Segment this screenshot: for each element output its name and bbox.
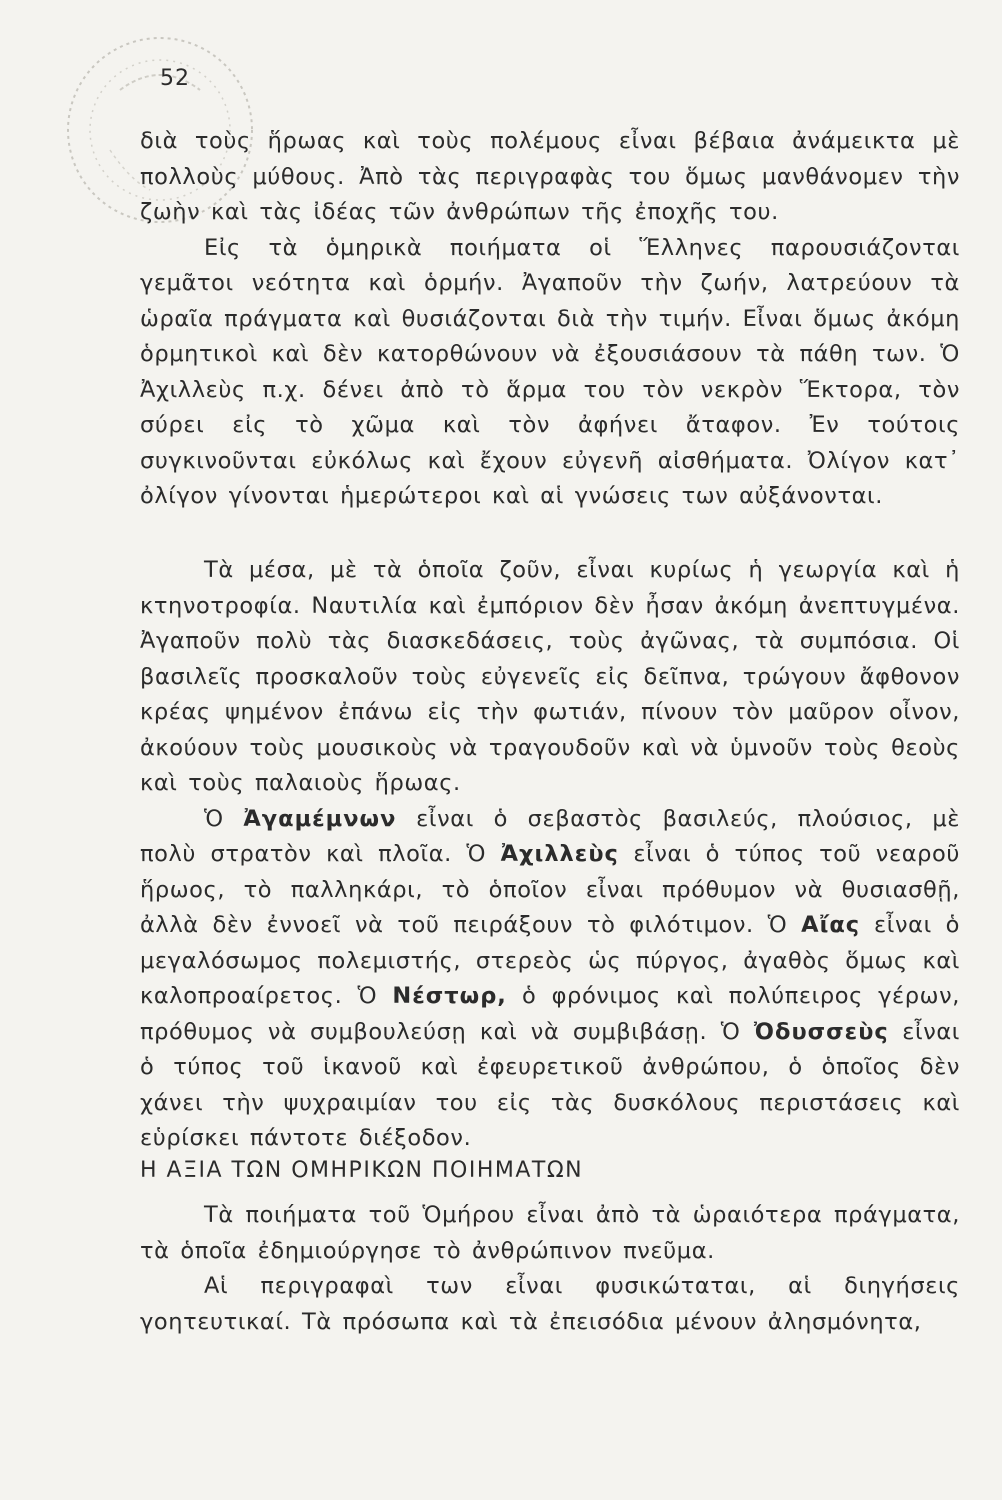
paragraph-value-of-poems: Τὰ ποιήματα τοῦ Ὁμήρου εἶναι ἀπὸ τὰ ὡραιότερα πράγματα, τὰ ὁποῖα ἐδημιούργησε τὸ ἀνθρώπινον πνεῦμα.: [140, 1202, 960, 1264]
paragraph-continued: διὰ τοὺς ἥρωας καὶ τοὺς πολέμους εἶναι βέβαια ἀνάμεικτα μὲ πολλοὺς μύθους. Ἀπὸ τὰς περιγραφὰς του ὅμως μανθάνομεν τὴν ζωὴν καὶ τὰς ἰδέας τῶν ἀνθρώπων τῆς ἐποχῆς του.: [140, 128, 960, 225]
text-span: εἶναι ὁ τύπος τοῦ νεαροῦ ἥρωος, τὸ παλληκάρι, τὸ ὁποῖον εἶναι πρόθυμον νὰ θυσιασθῇ, ἀλλὰ δὲν ἐννοεῖ νὰ τοῦ πειράξουν τὸ φιλότιμον. Ὁ: [140, 841, 961, 938]
page-number: 52: [160, 66, 190, 91]
section-heading: Η ΑΞΙΑ ΤΩΝ ΟΜΗΡΙΚΩΝ ΠΟΙΗΜΑΤΩΝ: [140, 1158, 584, 1183]
text-span: Ὁ: [204, 805, 244, 832]
text-block-bottom: [140, 1198, 960, 1340]
name-agamemnon: Ἀγαμέμνων: [243, 805, 397, 832]
text-span: ὁ φρόνιμος καὶ πολύπειρος γέρων, πρόθυμος νὰ συμβουλεύσῃ καὶ νὰ συμβιβάσῃ. Ὁ: [140, 983, 961, 1045]
text-span: εἶναι ὁ τύπος τοῦ ἱκανοῦ καὶ ἐφευρετικοῦ ἀνθρώπου, ὁ ὁποῖος δὲν χάνει τὴν ψυχραιμίαν του εἰς τὰς δυσκόλους περιστάσεις καὶ εὑρίσκει πάντοτε διέξοδον.: [140, 1018, 961, 1151]
paragraph-heroes: [140, 802, 960, 1157]
text-block-middle: [140, 553, 960, 1157]
name-odysseus: Ὀδυσσεὺς: [753, 1018, 889, 1045]
text-span: εἶναι ὁ μεγαλόσωμος πολεμιστής, στερεὸς ὡς πύργος, ἀγαθὸς ὅμως καὶ καλοπροαίρετος. Ὁ: [140, 912, 960, 1009]
paragraph-descriptions: Αἱ περιγραφαὶ των εἶναι φυσικώταται, αἱ διηγήσεις γοητευτικαί. Τὰ πρόσωπα καὶ τὰ ἐπεισόδια μένουν ἀλησμόνητα,: [140, 1273, 960, 1335]
text-span: εἶναι ὁ σεβαστὸς βασιλεύς, πλούσιος, μὲ πολὺ στρατὸν καὶ πλοῖα. Ὁ: [140, 805, 960, 867]
name-aias: Αἴας: [801, 912, 861, 938]
name-achilleus: Ἀχιλλεὺς: [500, 841, 619, 867]
paragraph-means-of-living: Τὰ μέσα, μὲ τὰ ὁποῖα ζοῦν, εἶναι κυρίως ἡ γεωργία καὶ ἡ κτηνοτροφία. Ναυτιλία καὶ ἐμπόριον δὲν ἦσαν ἀκόμη ἀνεπτυγμένα. Ἀγαποῦν πολὺ τὰς διασκεδάσεις, τοὺς ἀγῶνας, τὰ συμπόσια. Οἱ βασιλεῖς προσκαλοῦν τοὺς εὐγενεῖς εἰς δεῖπνα, τρώγουν ἄφθονον κρέας ψημένον ἐπάνω εἰς τὴν φωτιάν, πίνουν τὸν μαῦρον οἶνον, ἀκούουν τοὺς μουσικοὺς νὰ τραγουδοῦν καὶ νὰ ὑμνοῦν τοὺς θεοὺς καὶ τοὺς παλαιοὺς ἥρωας.: [140, 557, 960, 796]
name-nestor: Νέστωρ,: [392, 983, 507, 1009]
text-block-top: [140, 124, 960, 515]
paragraph-homeric-greeks: Εἰς τὰ ὁμηρικὰ ποιήματα οἱ Ἕλληνες παρουσιάζονται γεμᾶτοι νεότητα καὶ ὁρμήν. Ἀγαποῦν τὴν ζωήν, λατρεύουν τὰ ὡραῖα πράγματα καὶ θυσιάζονται διὰ τὴν τιμήν. Εἶναι ὅμως ἀκόμη ὁρμητικοὶ καὶ δὲν κατορθώνουν νὰ ἐξουσιάσουν τὰ πάθη των. Ὁ Ἀχιλλεὺς π.χ. δένει ἀπὸ τὸ ἅρμα του τὸν νεκρὸν Ἕκτορα, τὸν σύρει εἰς τὸ χῶμα καὶ τὸν ἀφήνει ἄταφον. Ἐν τούτοις συγκινοῦνται εὐκόλως καὶ ἔχουν εὐγενῆ αἰσθήματα. Ὀλίγον κατ᾽ ὀλίγον γίνονται ἡμερώτεροι καὶ αἱ γνώσεις των αὐξάνονται.: [140, 234, 960, 509]
